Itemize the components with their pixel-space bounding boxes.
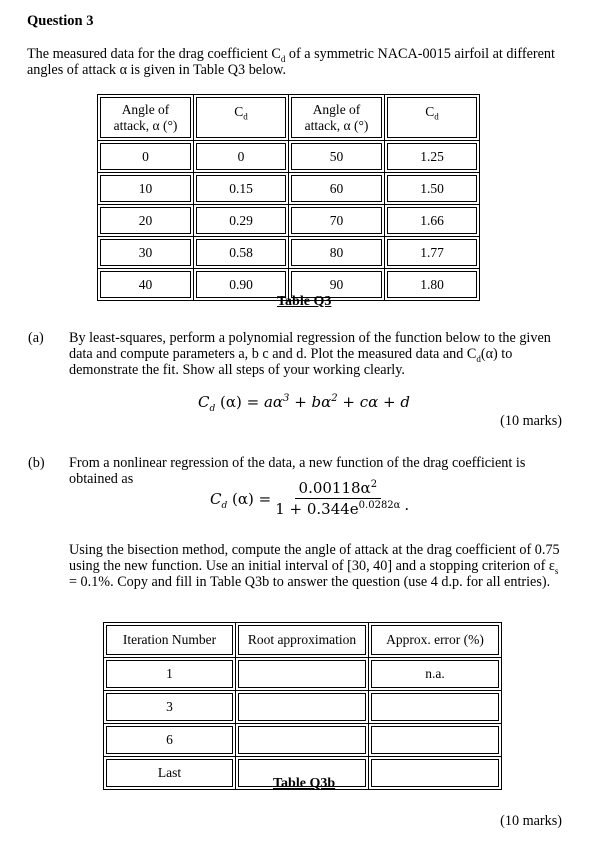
table-q3b-caption: Table Q3b — [273, 776, 336, 791]
header-angle-1: Angle of attack, α (°) — [100, 97, 191, 138]
table-cell — [238, 660, 366, 688]
header-angle-2: Angle of attack, α (°) — [291, 97, 382, 138]
table-row — [104, 658, 502, 691]
table-row — [104, 691, 502, 724]
table-cell: 0 — [196, 143, 286, 170]
table-cell: 60 — [291, 175, 382, 202]
table-cell: 1.50 — [387, 175, 477, 202]
question-title: Question 3 — [27, 13, 94, 29]
intro-paragraph: The measured data for the drag coefficient $C_d$ of a symmetric NACA-0015 airfoil at different angles of attack α is given in Table Q3 below. — [27, 46, 555, 78]
header-iteration: Iteration Number — [106, 625, 233, 655]
table-cell: 1.66 — [387, 207, 477, 234]
table-q3-header — [98, 95, 480, 141]
table-cell: 40 — [100, 271, 191, 298]
table-cell — [371, 759, 499, 787]
table-cell: 70 — [291, 207, 382, 234]
table-cell: 80 — [291, 239, 382, 266]
part-a-equation: $C_d$ $(\alpha) = a\alpha^3 + b\alpha^2 + c\alpha + d$ — [198, 393, 410, 414]
table-cell — [371, 726, 499, 754]
table-cell: n.a. — [371, 660, 499, 688]
table-q3-caption: Table Q3 — [277, 294, 332, 309]
table-q3b-header — [104, 623, 502, 658]
part-a-text: By least-squares, perform a polynomial regression of the function below to the given data and compute parameters a, b c and d. Plot the measured data and $C_d(\alpha)$ to demonstrate the fit. Show all steps of your working clearly. — [69, 330, 551, 378]
table-row — [98, 237, 480, 269]
table-row — [98, 173, 480, 205]
table-cell: 6 — [106, 726, 233, 754]
table-cell: 1.77 — [387, 239, 477, 266]
part-b-marks: (10 marks) — [500, 813, 562, 829]
table-cell: Last — [106, 759, 233, 787]
part-b-label: (b) — [28, 455, 45, 471]
part-b-text-2: Using the bisection method, compute the angle of attack at the drag coefficient of 0.75 using the new function. Use an initial interval of [30, 40] and a stopping criterion of $\varepsilon_s = 0.1\%$. Copy and fill in Table Q3b to answer the question (use 4 d.p. for all entries). — [69, 542, 560, 590]
table-cell: 0.58 — [196, 239, 286, 266]
table-row — [104, 724, 502, 757]
table-cell — [238, 693, 366, 721]
table-q3 — [97, 94, 480, 301]
part-b-equation: $C_d$ (α) = $\frac{0.00118\alpha^2}{1 + 0.344e^{0.0282\alpha}}$ . — [210, 479, 410, 518]
header-cd-1: $C_d$ — [196, 97, 286, 138]
table-cell: 0.90 — [196, 271, 286, 298]
table-cell: 1.25 — [387, 143, 477, 170]
table-cell: 90 — [291, 271, 382, 298]
table-cell: 50 — [291, 143, 382, 170]
table-cell — [371, 693, 499, 721]
part-a-label: (a) — [28, 330, 44, 346]
table-cell: 30 — [100, 239, 191, 266]
part-a-marks: (10 marks) — [500, 413, 562, 429]
header-error: Approx. error (%) — [371, 625, 499, 655]
table-cell: 1 — [106, 660, 233, 688]
part-b-text: From a nonlinear regression of the data, a new function of the drag coefficient is obtained as — [69, 455, 526, 487]
table-cell: 20 — [100, 207, 191, 234]
header-root: Root approximation — [238, 625, 366, 655]
table-cell: 3 — [106, 693, 233, 721]
table-cell: 0.15 — [196, 175, 286, 202]
fraction: $\frac{0.00118\alpha^2}{1 + 0.344e^{0.0282\alpha}}$ — [275, 479, 401, 518]
table-cell: 1.80 — [387, 271, 477, 298]
header-cd-2: $C_d$ — [387, 97, 477, 138]
table-cell — [238, 726, 366, 754]
table-cell: 0 — [100, 143, 191, 170]
table-cell: 0.29 — [196, 207, 286, 234]
table-row — [98, 205, 480, 237]
table-cell: 10 — [100, 175, 191, 202]
table-q3b — [103, 622, 502, 790]
table-row — [98, 141, 480, 173]
